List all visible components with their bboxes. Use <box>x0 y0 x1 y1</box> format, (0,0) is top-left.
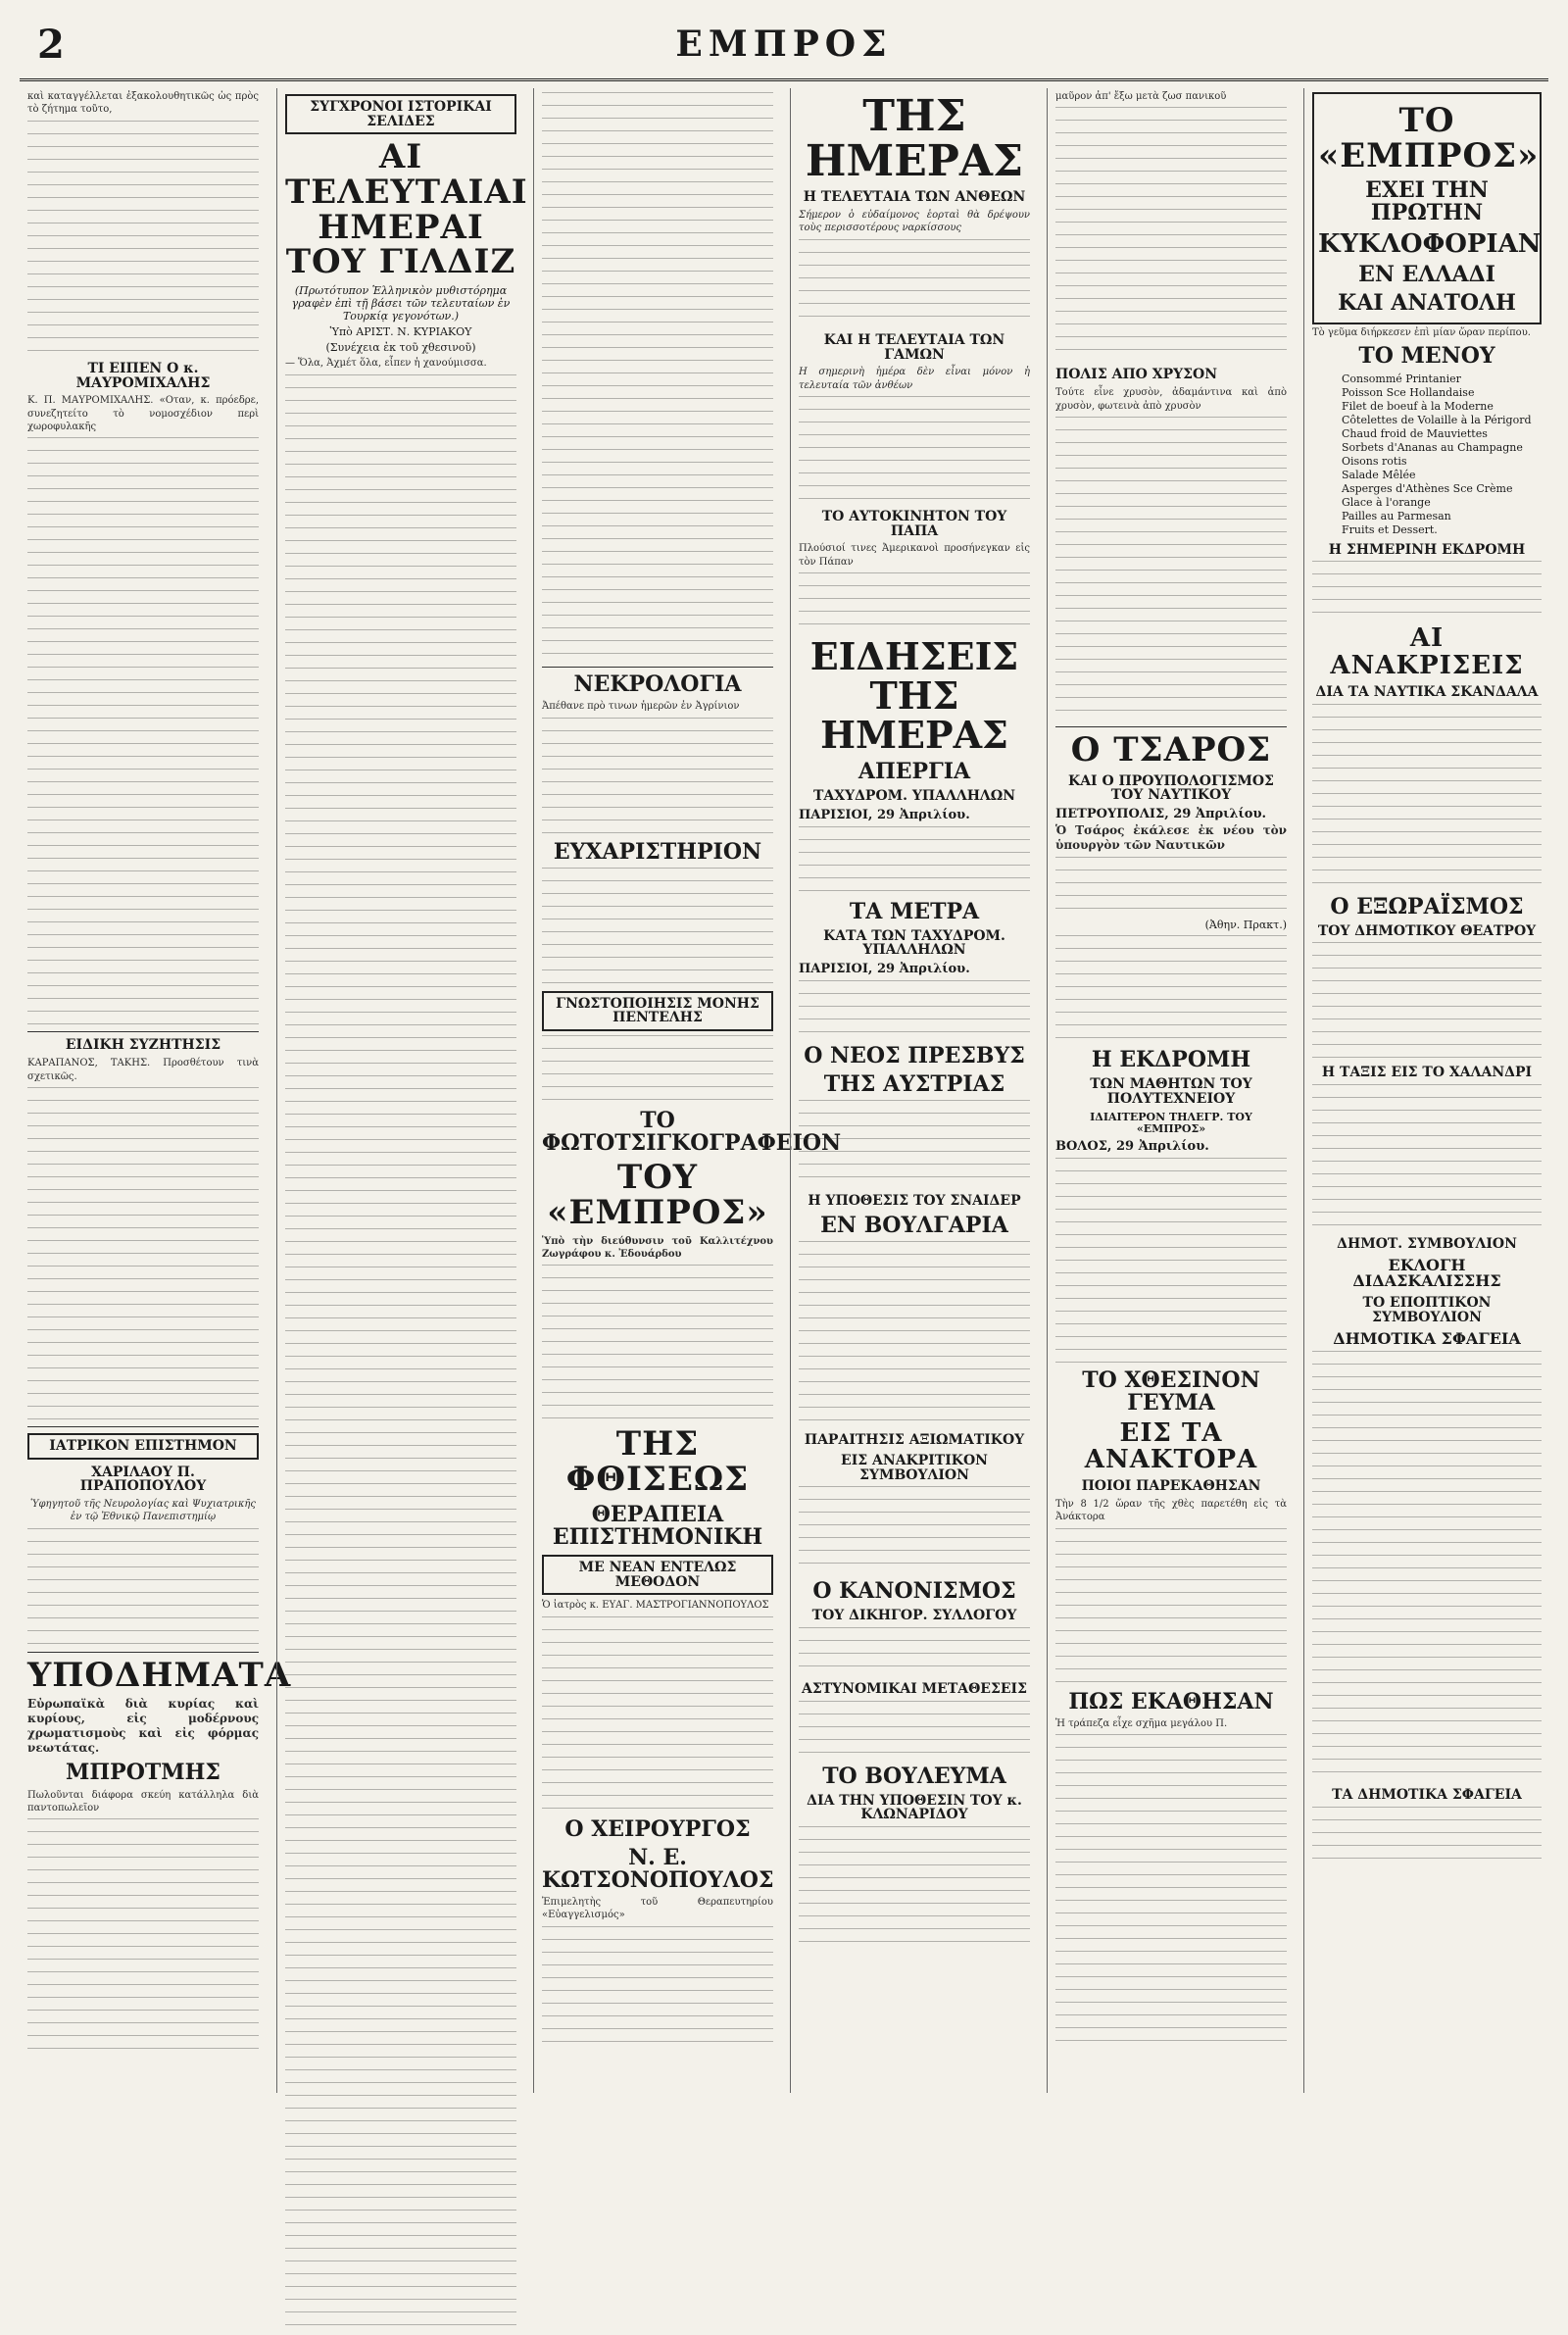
resignation-heading: ΠΑΡΑΙΤΗΣΙΣ ΑΞΙΩΜΑΤΙΚΟΥ <box>804 1432 1025 1449</box>
text-block <box>799 1627 1030 1676</box>
thanks-heading: ΕΥΧΑΡΙΣΤΗΡΙΟΝ <box>553 838 762 865</box>
text-block <box>1312 1807 1542 1865</box>
text-block <box>1312 561 1542 620</box>
tsar-heading: Ο ΤΣΑΡΟΣ <box>1070 729 1272 770</box>
text-block <box>27 1528 259 1646</box>
text-block <box>1055 1734 1287 2048</box>
debate-heading: ΕΙΔΙΚΗ ΣΥΖΗΤΗΣΙΣ <box>65 1037 221 1054</box>
text-block <box>1055 1158 1287 1364</box>
column-3 <box>533 88 842 2093</box>
ambassador-subheading: ΤΗΣ ΑΥΣΤΡΙΑΣ <box>823 1071 1005 1098</box>
text-block <box>799 1486 1030 1574</box>
surgeon-text: Ἐπιμελητὴς τοῦ Θεραπευτηρίου «Εὐαγγελισμός» <box>542 1896 773 1921</box>
menu-item: Pailles au Parmesan <box>1342 509 1451 522</box>
menu-item: Glace à l'orange <box>1342 495 1431 509</box>
council-subheading: ΔΙΑ ΤΗΝ ΥΠΟΘΕΣΙΝ ΤΟΥ κ. ΚΛΩΝΑΡΙΔΟΥ <box>807 1792 1022 1823</box>
text-block <box>799 1100 1030 1188</box>
debate-text: ΚΑΡΑΠΑΝΟΣ, ΤΑΚΗΣ. Προσθέτουν τινὰ σχετικῶς. <box>27 1058 259 1082</box>
surgeon-heading: Ο ΧΕΙΡΟΥΡΓΟΣ <box>564 1815 751 1842</box>
strike-dateline: ΠΑΡΙΣΙΟΙ, 29 Ἀπριλίου. <box>799 807 970 822</box>
seating-heading: ΠΩΣ ΕΚΑΘΗΣΑΝ <box>1068 1688 1274 1714</box>
dinner-text: Τὴν 8 1/2 ὥραν τῆς χθὲς παρετέθη εἰς τὰ Ἀνάκτορα <box>1055 1499 1287 1523</box>
obituary-text: Ἀπέθανε πρὸ τινων ἡμερῶν ἐν Ἀγρίνιον <box>542 701 740 713</box>
trip-dateline: ΒΟΛΟΣ, 29 Ἀπριλίου. <box>1055 1138 1209 1154</box>
text-block <box>542 1926 773 2044</box>
menu-item: Fruits et Dessert. <box>1342 522 1438 536</box>
menu-item: Poisson Sce Hollandaise <box>1342 385 1475 399</box>
text-block <box>285 374 516 2335</box>
text-block <box>1055 935 1287 1043</box>
page-number: 2 <box>37 22 65 68</box>
text-block <box>1055 1528 1287 1685</box>
promo-line-1: ΤΟ «ΕΜΠΡΟΣ» <box>1318 101 1540 175</box>
text-block <box>799 826 1030 895</box>
text-block <box>27 1818 259 2054</box>
menu-list <box>1342 373 1542 537</box>
tsar-subheading: ΚΑΙ Ο ΠΡΟΥΠΟΛΟΓΙΣΜΟΣ ΤΟΥ ΝΑΥΤΙΚΟΥ <box>1068 772 1274 804</box>
speech-heading: ΤΙ ΕΙΠΕΝ Ο κ. ΜΑΥΡΟΜΙΧΑΛΗΣ <box>75 360 211 391</box>
serial-subtitle: (Πρωτότυπον Ἑλληνικὸν μυθιστόρημα γραφὲν ἐπὶ τῇ βάσει τῶν τελευταίων ἐν Τουρκίᾳ γεγονότων.) <box>291 284 511 323</box>
text-block <box>542 1035 773 1104</box>
theatre-heading: Ο ΕΞΩΡΑΪΣΜΟΣ <box>1330 893 1524 919</box>
tsar-dateline: ΠΕΤΡΟΥΠΟΛΙΣ, 29 Ἀπριλίου. <box>1055 806 1267 821</box>
menu-item: Sorbets d'Ananas au Champagne <box>1342 440 1523 454</box>
lead-text: καὶ καταγγέλλεται ἐξακολουθητικῶς ὡς πρὸς τὸ ζήτημα τοῦτο, <box>27 91 259 116</box>
text-block <box>1055 857 1287 916</box>
serial-headline: ΑΙ ΤΕΛΕΥΤΑΙΑΙ ΗΜΕΡΑΙ ΤΟΥ ΓΙΛΔΙΖ <box>285 137 528 282</box>
regulation-subheading: ΤΟΥ ΔΙΚΗΓΟΡ. ΣΥΛΛΟΓΟΥ <box>811 1608 1017 1624</box>
weddings-heading: ΚΑΙ Η ΤΕΛΕΥΤΑΙΑ ΤΩΝ ΓΑΜΩΝ <box>823 331 1005 363</box>
circulation-promo <box>1312 92 1542 324</box>
resignation-subheading: ΕΙΣ ΑΝΑΚΡΙΤΙΚΟΝ ΣΥΜΒΟΥΛΙΟΝ <box>841 1452 988 1483</box>
text-block <box>799 1826 1030 1944</box>
strike-subheading: ΤΑΧΥΔΡΟΜ. ΥΠΑΛΛΗΛΩΝ <box>812 788 1016 805</box>
serial-continuation: (Συνέχεια ἐκ τοῦ χθεσινοῦ) <box>325 341 476 355</box>
dinner-heading: ΤΟ ΧΘΕΣΙΝΟΝ ΓΕΥΜΑ <box>1082 1366 1260 1416</box>
photo-heading-2: ΤΟΥ «ΕΜΠΡΟΣ» <box>547 1158 768 1232</box>
dinner-subheading-2: ΠΟΙΟΙ ΠΑΡΕΚΑΘΗΣΑΝ <box>1081 1478 1261 1495</box>
text-block <box>542 868 773 985</box>
gold-heading: ΠΟΛΙΣ ΑΠΟ ΧΡΥΣΟΝ <box>1055 367 1218 383</box>
menu-item: Filet de boeuf à la Moderne <box>1342 399 1494 413</box>
regulation-heading: Ο ΚΑΝΟΝΙΣΜΟΣ <box>812 1578 1016 1605</box>
notice-heading: ΓΝΩΣΤΟΠΟΙΗΣΙΣ ΜΟΝΗΣ ΠΕΝΤΕΛΗΣ <box>542 991 773 1031</box>
measures-heading: ΤΑ ΜΕΤΡΑ <box>849 898 980 924</box>
text-block <box>1312 942 1542 1060</box>
physis-heading: ΤΗΣ ΦΘΙΣΕΩΣ <box>565 1424 750 1500</box>
text-block <box>27 121 259 356</box>
flowers-heading: Η ΤΕΛΕΥΤΑΙΑ ΤΩΝ ΑΝΘΕΩΝ <box>803 189 1026 206</box>
text-block <box>27 437 259 1025</box>
ad-medical-heading: ΙΑΤΡΙΚΟΝ ΕΠΙΣΤΗΜΟΝ <box>27 1433 259 1460</box>
text-block <box>799 239 1030 327</box>
menu-item: Côtelettes de Volaille à la Périgord <box>1342 413 1532 426</box>
menu-heading: ΤΟ ΜΕΝΟΥ <box>1358 343 1495 370</box>
surgeon-name: Ν. Ε. ΚΩΤΣΟΝΟΠΟΥΛΟΣ <box>542 1844 774 1893</box>
promo-line-2: ΕΧΕΙ ΤΗΝ ΠΡΩΤΗΝ <box>1365 177 1489 226</box>
trip-subheading: ΤΩΝ ΜΑΘΗΤΩΝ ΤΟΥ ΠΟΛΥΤΕΧΝΕΙΟΥ <box>1090 1076 1252 1107</box>
theatre-subheading: ΤΟΥ ΔΗΜΟΤΙΚΟΥ ΘΕΑΤΡΟΥ <box>1317 922 1537 939</box>
inquiries-subheading: ΔΙΑ ΤΑ ΝΑΥΤΙΚΑ ΣΚΑΝΔΑΛΑ <box>1315 683 1539 700</box>
section-title: ΤΗΣ ΗΜΕΡΑΣ <box>805 91 1024 187</box>
column-2 <box>276 88 528 2093</box>
text-block <box>799 1241 1030 1427</box>
lead-text: μαῦρον ἀπ' ἔξω μετὰ ζωσ πανικοῦ <box>1055 91 1227 102</box>
ad-shoes-heading: ΥΠΟΔΗΜΑΤΑ <box>27 1655 292 1695</box>
menu-item: Consommé Printanier <box>1342 372 1461 385</box>
newspaper-page <box>20 20 1548 2101</box>
slaughterhouse-heading: ΤΑ ΔΗΜΟΤΙΚΑ ΣΦΑΓΕΙΑ <box>1332 1787 1522 1804</box>
transfers-heading: ΑΣΤΥΝΟΜΙΚΑΙ ΜΕΤΑΘΕΣΕΙΣ <box>802 1680 1027 1697</box>
text-block <box>542 1616 773 1813</box>
ad-shoes-text: Εὐρωπαϊκὰ διὰ κυρίας καὶ κυρίους, εἰς μοδέρνους χρωματισμοὺς καὶ εἰς φόρμας νεωτάτας. <box>27 1697 259 1756</box>
news-heading: ΕΙΔΗΣΕΙΣ ΤΗΣ ΗΜΕΡΑΣ <box>809 634 1019 758</box>
physis-text: Ὁ ἰατρὸς κ. ΕΥΑΓ. ΜΑΣΤΡΟΓΙΑΝΝΟΠΟΥΛΟΣ <box>542 1600 769 1612</box>
physis-subheading-2: ΜΕ ΝΕΑΝ ΕΝΤΕΛΩΣ ΜΕΘΟΔΟΝ <box>542 1555 773 1595</box>
chalandri-heading: Η ΤΑΞΙΣ ΕΙΣ ΤΟ ΧΑΛΑΝΔΡΙ <box>1321 1065 1533 1081</box>
column-4 <box>790 88 1038 2093</box>
promo-line-3: ΚΥΚΛΟΦΟΡΙΑΝ <box>1318 228 1542 259</box>
text-block <box>27 1087 259 1420</box>
measures-dateline: ΠΑΡΙΣΙΟΙ, 29 Ἀπριλίου. <box>799 962 970 977</box>
text-block <box>542 1265 773 1421</box>
dinner-subheading: ΕΙΣ ΤΑ ΑΝΑΚΤΟΡΑ <box>1084 1417 1258 1475</box>
speech-text: Κ. Π. ΜΑΥΡΟΜΙΧΑΛΗΣ. «Οταν, κ. πρόεδρε, συνεζητείτο τὸ νομοσχέδιον περὶ χωροφυλακῆς <box>27 395 259 432</box>
gold-text: Τούτε εἶνε χρυσὸν, ἀδαμάντινα καὶ ἀπὸ χρυσὸν, φωτεινὰ ἀπὸ χρυσὸν <box>1055 387 1287 412</box>
column-5 <box>1047 88 1295 2093</box>
promo-line-4: ΕΝ ΕΛΛΑΔΙ <box>1358 261 1495 287</box>
pope-car-heading: ΤΟ ΑΥΤΟΚΙΝΗΤΟΝ ΤΟΥ ΠΑΠΑ <box>821 509 1007 539</box>
column-1 <box>20 88 292 2093</box>
seating-text: Ἡ τράπεζα εἶχε σχῆμα μεγάλου Π. <box>1055 1717 1228 1729</box>
ad-medical-name: ΧΑΡΙΛΑΟΥ Π. ΠΡΑΠΟΠΟΥΛΟΥ <box>79 1464 207 1495</box>
trip-heading: Η ΕΚΔΡΟΜΗ <box>1091 1046 1251 1072</box>
pope-car-text: Πλούσιοί τινες Ἀμερικανοὶ προσήνεγκαν εἰς τὸν Πάπαν <box>799 543 1030 568</box>
text-block <box>799 572 1030 631</box>
text-block <box>542 718 773 835</box>
ad-medical-text: Ὑφηγητοῦ τῆς Νευρολογίας καὶ Ψυχιατρικῆς ἐν τῷ Ἐθνικῷ Πανεπιστημίῳ <box>30 1498 256 1523</box>
flowers-text: Σήμερον ὁ εὐδαίμονος ἑορταὶ θὰ δρέψουν τοὺς περισσοτέρους ναρκίσσους <box>799 210 1030 234</box>
municipal-subheading-2: ΤΟ ΕΠΟΠΤΙΚΟΝ ΣΥΜΒΟΥΛΙΟΝ <box>1362 1295 1492 1325</box>
municipal-heading: ΔΗΜΟΤ. ΣΥΜΒΟΥΛΙΟΝ <box>1337 1235 1517 1252</box>
ad-shoes-subheading: ΜΠΡΟΤΜΗΣ <box>66 1760 220 1786</box>
series-label: ΣΥΓΧΡΟΝΟΙ ΙΣΤΟΡΙΚΑΙ ΣΕΛΙΔΕΣ <box>285 94 516 134</box>
council-heading: ΤΟ ΒΟΥΛΕΥΜΑ <box>822 1763 1006 1789</box>
excursion-heading: Η ΣΗΜΕΡΙΝΗ ΕΚΔΡΟΜΗ <box>1328 541 1526 558</box>
text-block <box>799 396 1030 504</box>
tsar-text: Ὁ Τσάρος ἐκάλεσε ἐκ νέου τὸν ὑπουργὸν τῶν Ναυτικῶν <box>1055 822 1287 852</box>
text-block <box>542 92 773 661</box>
menu-item: Salade Mêlée <box>1342 468 1416 481</box>
tsar-source: (Ἀθην. Πρακτ.) <box>1204 918 1287 931</box>
municipal-subheading: ΕΚΛΟΓΗ ΔΙΔΑΣΚΑΛΙΣΣΗΣ <box>1352 1255 1501 1291</box>
snyder-subheading: ΕΝ ΒΟΥΛΓΑΡΙΑ <box>820 1213 1008 1239</box>
strike-heading: ΑΠΕΡΓΙΑ <box>858 758 971 784</box>
text-block <box>1312 1351 1542 1782</box>
promo-line-5: ΚΑΙ ΑΝΑΤΟΛΗ <box>1338 289 1516 316</box>
trip-subheading-2: ΙΔΙΑΙΤΕΡΟΝ ΤΗΛΕΓΡ. ΤΟΥ «ΕΜΠΡΟΣ» <box>1090 1111 1252 1135</box>
ambassador-heading: Ο ΝΕΟΣ ΠΡΕΣΒΥΣ <box>804 1043 1025 1069</box>
menu-item: Asperges d'Athènes Sce Crème <box>1342 481 1513 495</box>
masthead <box>20 20 1548 81</box>
photo-heading-1: ΤΟ ΦΩΤΟΤΣΙΓΚΟΓΡΑΦΕΙΟΝ <box>542 1107 842 1157</box>
column-6 <box>1303 88 1549 2093</box>
inquiries-heading: ΑΙ ΑΝΑΚΡΙΣΕΙΣ <box>1330 623 1524 680</box>
serial-author: Ὑπὸ ΑΡΙΣΤ. Ν. ΚΥΡΙΑΚΟΥ <box>329 325 472 339</box>
snyder-heading: Η ΥΠΟΘΕΣΙΣ ΤΟΥ ΣΝΑΙΔΕΡ <box>808 1193 1021 1210</box>
obituary-heading: ΝΕΚΡΟΛΟΓΙΑ <box>573 671 742 697</box>
physis-subheading: ΘΕΡΑΠΕΙΑ ΕΠΙΣΤΗΜΟΝΙΚΗ <box>552 1501 763 1550</box>
text-block <box>1055 107 1287 362</box>
weddings-text: Η σημερινὴ ἡμέρα δὲν εἶναι μόνον ἡ τελευταία τῶν ἀνθέων <box>799 367 1030 391</box>
serial-body: — Ὅλα, Ἀχμέτ ὅλα, εἶπεν ἡ χανούμισσα. <box>285 358 487 370</box>
ad-shoes-text-2: Πωλοῦνται διάφορα σκεύη κατάλληλα διὰ παντοπωλεῖον <box>27 1789 259 1813</box>
text-block <box>1312 704 1542 890</box>
newspaper-title: ΕΜΠΡΟΣ <box>675 24 893 65</box>
menu-intro: Τὸ γεῦμα διήρκεσεν ἐπὶ μίαν ὥραν περίπου. <box>1312 327 1531 339</box>
photo-text: Ὑπὸ τὴν διεύθυνσιν τοῦ Καλλιτέχνου Ζωγράφου κ. Ἐδουάρδου <box>542 1235 773 1260</box>
menu-item: Chaud froid de Mauviettes <box>1342 426 1488 440</box>
text-block <box>1055 417 1287 720</box>
municipal-subheading-3: ΔΗΜΟΤΙΚΑ ΣΦΑΓΕΙΑ <box>1333 1328 1521 1348</box>
text-block <box>1312 1084 1542 1231</box>
menu-item: Oisons rotis <box>1342 454 1407 468</box>
measures-subheading: ΚΑΤΑ ΤΩΝ ΤΑΧΥΔΡΟΜ. ΥΠΑΛΛΗΛΩΝ <box>823 927 1005 959</box>
text-block <box>799 980 1030 1039</box>
text-block <box>799 1701 1030 1760</box>
